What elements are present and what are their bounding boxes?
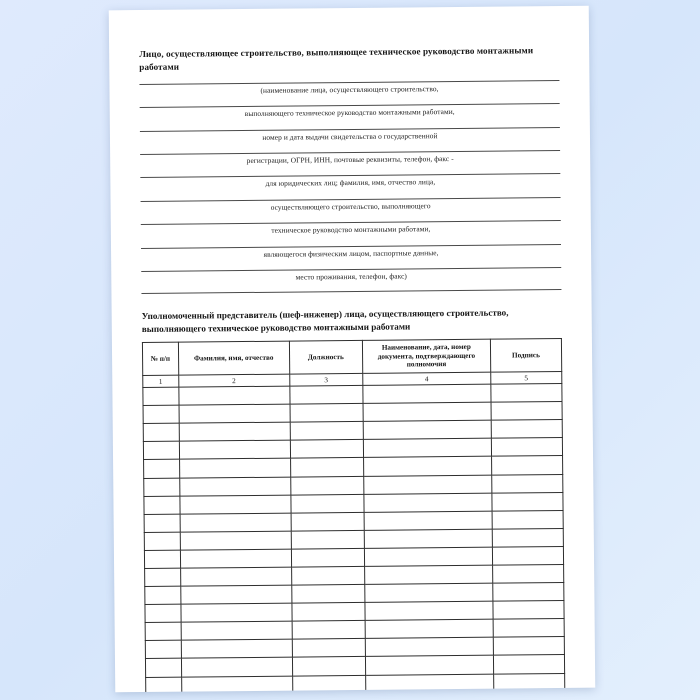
document-content xyxy=(109,6,596,693)
table-cell-empty[interactable] xyxy=(492,546,563,565)
table-cell-empty[interactable] xyxy=(492,528,563,547)
column-number: 1 xyxy=(143,375,179,387)
table-cell-empty[interactable] xyxy=(144,478,180,496)
table-cell-empty[interactable] xyxy=(290,458,363,477)
table-cell-empty[interactable] xyxy=(143,423,179,441)
column-number: 5 xyxy=(490,372,561,385)
caption-text: регистрации, ОГРН, ИНН, почтовые реквизиты, телефон, факс - xyxy=(246,153,454,165)
table-cell-empty[interactable] xyxy=(181,639,292,658)
table-cell-empty[interactable] xyxy=(290,404,363,423)
table-cell-empty[interactable] xyxy=(291,530,364,549)
caption-text: (наименование лица, осуществляющего строительство, xyxy=(260,83,439,95)
table-cell-empty[interactable] xyxy=(143,387,179,405)
table-cell-empty[interactable] xyxy=(181,676,292,693)
caption-text: являющегося физическим лицом, паспортные данные, xyxy=(263,247,439,259)
table-cell-empty[interactable] xyxy=(493,655,564,674)
section-heading-representative: Уполномоченный представитель (шеф-инженер) лица, осуществляющего строительство, выполняющего техническое руководство монтажными работами xyxy=(141,307,509,335)
table-cell-empty[interactable] xyxy=(145,604,181,622)
table-cell-empty[interactable] xyxy=(289,385,362,404)
table-cell-empty[interactable] xyxy=(145,568,181,586)
table-cell-empty[interactable] xyxy=(292,621,365,640)
table-header-cell: Подпись xyxy=(490,339,562,373)
table-cell-empty[interactable] xyxy=(291,566,364,585)
table-cell-empty[interactable] xyxy=(365,601,493,620)
table-cell-empty[interactable] xyxy=(291,548,364,567)
table-cell-empty[interactable] xyxy=(291,512,364,531)
table-cell-empty[interactable] xyxy=(491,438,562,457)
table-cell-empty[interactable] xyxy=(363,384,491,403)
section-heading-builder: Лицо, осуществляющее строительство, выполняющее техническое руководство монтажными работами xyxy=(139,45,534,72)
table-cell-empty[interactable] xyxy=(181,603,292,622)
column-number: 2 xyxy=(178,374,289,387)
table-cell-empty[interactable] xyxy=(180,549,291,568)
table-cell-empty[interactable] xyxy=(144,514,180,532)
table-header-cell: Должность xyxy=(289,341,363,375)
document-page xyxy=(109,6,596,693)
table-cell-empty[interactable] xyxy=(179,422,290,441)
table-body xyxy=(143,384,565,693)
table-cell-empty[interactable] xyxy=(181,621,292,640)
column-number: 3 xyxy=(289,373,362,386)
caption-line xyxy=(141,267,561,294)
caption-text: номер и дата выдачи свидетельства о государственной xyxy=(262,130,438,142)
table-cell-empty[interactable] xyxy=(146,677,182,693)
table-cell-empty[interactable] xyxy=(491,420,562,439)
table-cell-empty[interactable] xyxy=(291,494,364,513)
table-cell-empty[interactable] xyxy=(364,511,492,530)
table-cell-empty[interactable] xyxy=(364,529,492,548)
table-cell-empty[interactable] xyxy=(492,564,563,583)
table-cell-empty[interactable] xyxy=(366,674,494,693)
table-cell-empty[interactable] xyxy=(143,405,179,423)
table-cell-empty[interactable] xyxy=(491,384,562,403)
table-row xyxy=(146,673,565,692)
caption-text: выполняющего техническое руководство монтажными работами, xyxy=(244,107,455,119)
caption-text: для юридических лиц; фамилия, имя, отчество лица, xyxy=(265,177,436,189)
column-number: 4 xyxy=(363,372,491,385)
table-cell-empty[interactable] xyxy=(180,531,291,550)
table-cell-empty[interactable] xyxy=(145,622,181,640)
table-cell-empty[interactable] xyxy=(143,442,179,460)
table-cell-empty[interactable] xyxy=(292,657,365,676)
table-cell-empty[interactable] xyxy=(292,603,365,622)
table-cell-empty[interactable] xyxy=(290,476,363,495)
table-cell-empty[interactable] xyxy=(365,638,493,657)
representatives-table xyxy=(142,338,566,692)
table-header-cell: Фамилия, имя, отчество xyxy=(178,341,289,375)
table-cell-empty[interactable] xyxy=(493,601,564,620)
table-cell-empty[interactable] xyxy=(493,637,564,656)
table-cell-empty[interactable] xyxy=(363,402,491,421)
table-cell-empty[interactable] xyxy=(364,475,492,494)
table-cell-empty[interactable] xyxy=(494,691,565,692)
table-cell-empty[interactable] xyxy=(492,510,563,529)
table-cell-empty[interactable] xyxy=(492,492,563,511)
rule xyxy=(141,289,561,294)
table-header-row xyxy=(142,339,561,376)
table-cell-empty[interactable] xyxy=(365,565,493,584)
table-header-cell: Наименование, дата, номер документа, подтверждающего полномочия xyxy=(362,339,490,373)
table-cell-empty[interactable] xyxy=(492,583,563,602)
table-cell-empty[interactable] xyxy=(292,675,365,692)
table-cell-empty[interactable] xyxy=(181,658,292,677)
table-cell-empty[interactable] xyxy=(178,386,289,405)
table-cell-empty[interactable] xyxy=(365,583,493,602)
table-cell-empty[interactable] xyxy=(365,656,493,675)
table-cell-empty[interactable] xyxy=(145,659,181,677)
table-cell-empty[interactable] xyxy=(144,496,180,514)
caption-text: место проживания, телефон, факс) xyxy=(295,271,407,282)
table-header-cell: № п/п xyxy=(142,342,178,375)
table-cell-empty[interactable] xyxy=(364,493,492,512)
table-cell-empty[interactable] xyxy=(491,474,562,493)
table-cell-empty[interactable] xyxy=(365,619,493,638)
table-cell-empty[interactable] xyxy=(491,456,562,475)
table-cell-empty[interactable] xyxy=(363,457,491,476)
caption-lines-block xyxy=(139,80,561,295)
table-cell-empty[interactable] xyxy=(292,639,365,658)
table-cell-empty[interactable] xyxy=(145,641,181,659)
table-cell-empty[interactable] xyxy=(145,586,181,604)
table-cell-empty[interactable] xyxy=(493,619,564,638)
table-cell-empty[interactable] xyxy=(291,584,364,603)
table-cell-empty[interactable] xyxy=(144,550,180,568)
caption-text: осуществляющего строительство, выполняющего xyxy=(270,201,431,212)
table-cell-empty[interactable] xyxy=(363,439,491,458)
table-cell-empty[interactable] xyxy=(179,440,290,459)
table-cell-empty[interactable] xyxy=(290,440,363,459)
table-cell-empty[interactable] xyxy=(144,460,180,478)
table-cell-empty[interactable] xyxy=(364,547,492,566)
table-cell-empty[interactable] xyxy=(179,477,290,496)
table-cell-empty[interactable] xyxy=(180,585,291,604)
table-cell-empty[interactable] xyxy=(363,420,491,439)
table-cell-empty[interactable] xyxy=(180,495,291,514)
table-cell-empty[interactable] xyxy=(493,673,564,692)
table-cell-empty[interactable] xyxy=(179,459,290,478)
table-cell-empty[interactable] xyxy=(180,513,291,532)
table-cell-empty[interactable] xyxy=(290,422,363,441)
table-cell-empty[interactable] xyxy=(491,402,562,421)
table-cell-empty[interactable] xyxy=(180,567,291,586)
table-cell-empty[interactable] xyxy=(179,404,290,423)
table-cell-empty[interactable] xyxy=(144,532,180,550)
caption-text: техническое руководство монтажными работами, xyxy=(271,224,431,235)
